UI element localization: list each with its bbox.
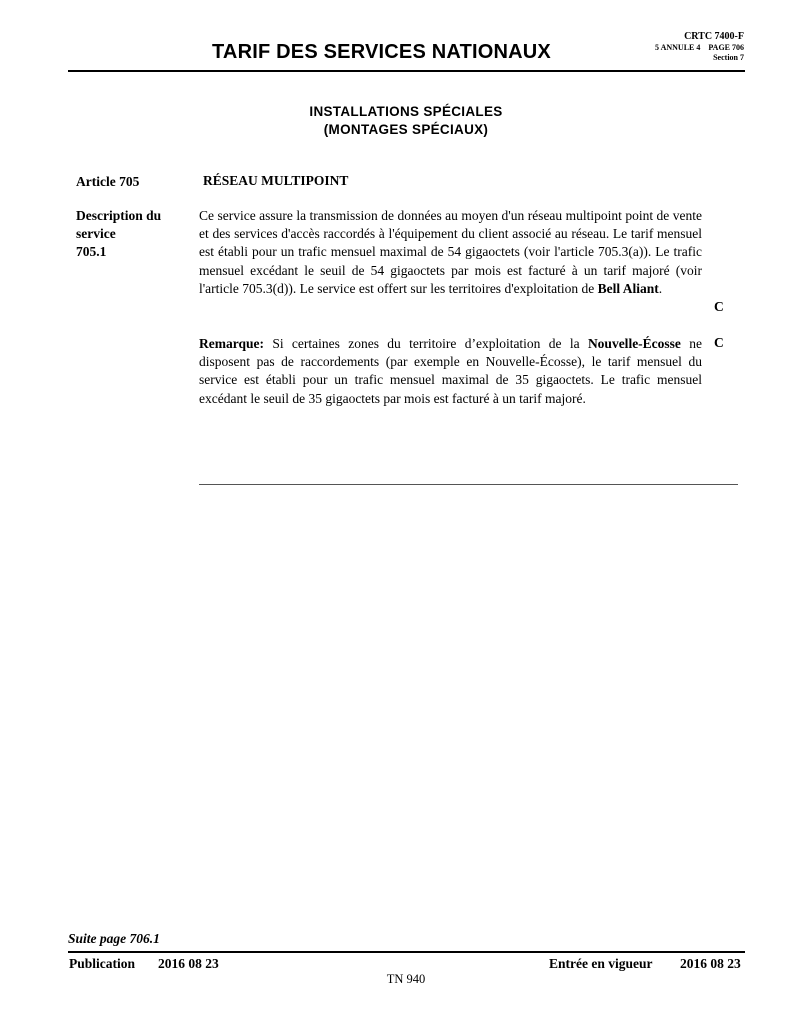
effective-label: Entrée en vigueur: [549, 956, 653, 971]
section-title-line2: (MONTAGES SPÉCIAUX): [323, 122, 489, 137]
document-title: TARIF DES SERVICES NATIONAUX: [212, 41, 551, 63]
content-end-rule: [199, 484, 738, 485]
tariff-code: CRTC 7400-F: [684, 31, 744, 42]
change-mark-1: C: [714, 299, 724, 314]
description-label-line2: service: [76, 226, 116, 241]
description-label-line1: Description du: [76, 208, 162, 223]
header-rule: [68, 70, 745, 72]
remark-label: Remarque:: [199, 336, 264, 351]
annex-page: 5 ANNULE 4 PAGE 706: [655, 43, 744, 52]
publication-date: 2016 08 23: [158, 956, 219, 971]
description-paragraph: [199, 207, 702, 298]
description-label: [76, 207, 161, 261]
section-title-line1: INSTALLATIONS SPÉCIALES: [309, 104, 503, 119]
description-text-end: .: [658, 280, 663, 296]
article-title: RÉSEAU MULTIPOINT: [203, 173, 349, 188]
remark-text-a: Si certaines zones du territoire d’exploitation de la: [264, 336, 588, 351]
footer-rule: [68, 951, 745, 953]
change-mark-2: C: [714, 335, 724, 350]
remark-text-b: ne disposent pas de raccordements (par exemple en Nouvelle-Écosse), le tarif mensuel du service est établi pour un trafic mensuel maximal de 35 gigaoctets. Le trafic mensuel excédant le seuil de 35 gigaoctets par mois est facturé à un tarif majoré.: [199, 336, 702, 406]
article-label: Article 705: [76, 174, 140, 189]
section-number: Section 7: [713, 53, 744, 62]
remark-province: Nouvelle-Écosse: [587, 336, 681, 351]
continued-note: Suite page 706.1: [68, 931, 160, 946]
company-name: Bell Aliant: [597, 280, 659, 296]
publication-label: Publication: [69, 956, 136, 971]
description-label-line3: 705.1: [76, 244, 107, 259]
effective-date: 2016 08 23: [680, 956, 741, 971]
remark-paragraph: [199, 335, 702, 408]
description-text: Ce service assure la transmission de données au moyen d'un réseau multipoint point de vente et des services d'accès raccordés à l'équipement du client associé au réseau. Le tarif mensuel est établi pour un trafic mensuel maximal de 54 gigaoctets (voir l'article 705.3(a)). Le trafic mensuel excédant le seuil de 54 gigaoctets par mois est facturé à un tarif majoré (voir l'article 705.3(d)). Le service est offert sur les territoires d'exploitation de: [199, 208, 702, 296]
tariff-notice-number: TN 940: [386, 972, 426, 986]
